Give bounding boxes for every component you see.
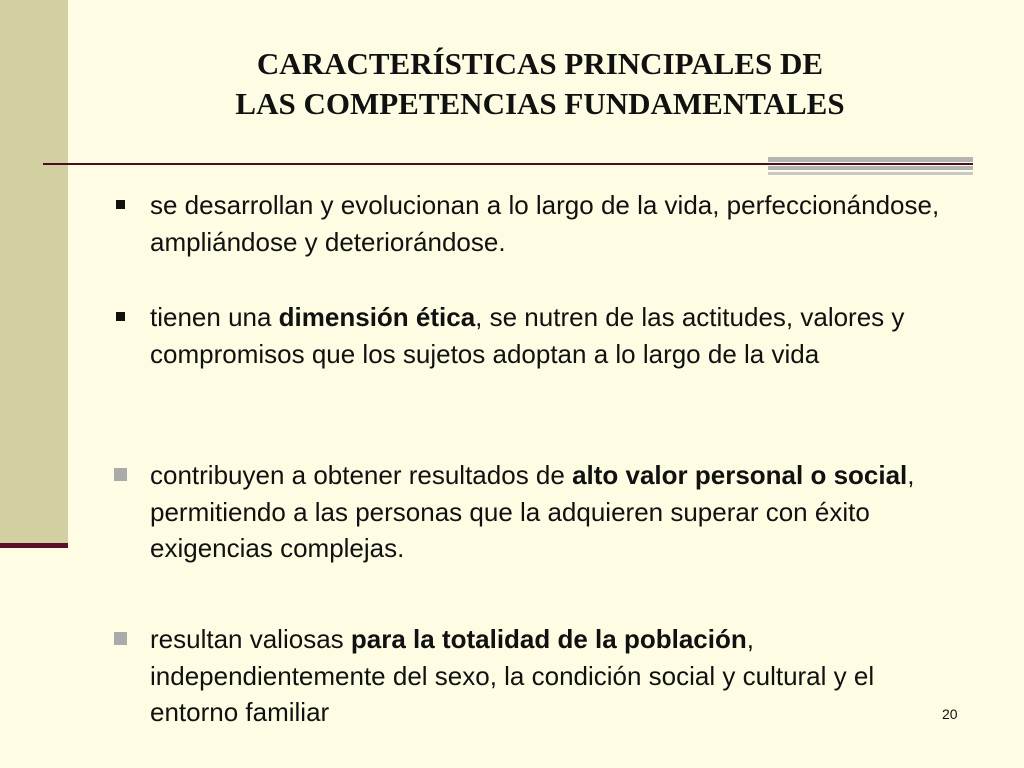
accent-stripes <box>768 157 973 177</box>
bullet-text-rest: , permitiendo a las personas que la adquieren superar con éxito exigencias complejas. <box>150 460 915 563</box>
bullet-item-3 <box>150 457 960 567</box>
title-line-1: CARACTERÍSTICAS PRINCIPALES DE <box>256 46 824 81</box>
bullet-emphasis: dimensión ética <box>278 302 476 332</box>
bullet-text: resultan valiosas <box>150 624 351 654</box>
bullet-text-rest: , independientemente del sexo, la condición social y cultural y el entorno familiar <box>150 624 875 727</box>
square-bullet-icon <box>114 468 127 481</box>
square-bullet-icon <box>116 312 125 321</box>
title-line-2: LAS COMPETENCIAS FUNDAMENTALES <box>235 86 845 121</box>
bullet-item-1 <box>150 187 960 260</box>
left-decorative-bar <box>0 0 68 545</box>
bullet-text-rest: , se nutren de las actitudes, valores y compromisos que los sujetos adoptan a lo largo de la vida <box>150 302 905 369</box>
bullet-text: contribuyen a obtener resultados de <box>150 460 573 490</box>
bullet-item-2 <box>150 299 960 372</box>
bullet-item-4 <box>150 621 960 731</box>
square-bullet-icon <box>116 200 125 209</box>
slide-title <box>90 44 990 124</box>
square-bullet-icon <box>114 632 127 645</box>
bullet-emphasis: alto valor personal o social <box>572 460 908 490</box>
page-number: 20 <box>942 706 958 722</box>
bullet-emphasis: para la totalidad de la población <box>350 624 747 654</box>
bullet-text: tienen una <box>150 302 279 332</box>
bullet-text: se desarrollan y evolucionan a lo largo de la vida, perfeccionándose, ampliándose y deteriorándose. <box>150 190 940 257</box>
left-bar-rule <box>0 543 68 548</box>
